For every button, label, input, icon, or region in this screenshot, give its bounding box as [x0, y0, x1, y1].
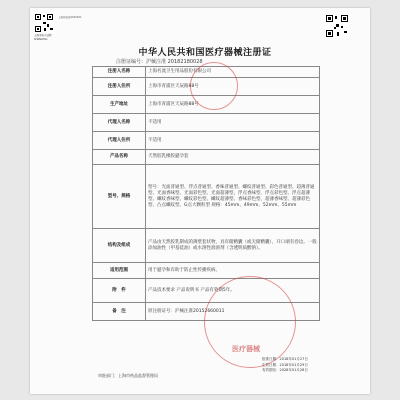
official-seal — [190, 62, 238, 110]
row-label: 适用范围 — [93, 263, 146, 279]
registration-number: 注册证编号：沪械注准 20182180028 — [116, 59, 203, 65]
row-value: 产品技术要求 产品说明书 产品有效期5年。 — [146, 279, 320, 303]
e-license-mark: 上海市电子证照 SHANGHAI — [34, 34, 52, 41]
row-value: 产品由天然胶乳制成的薄壁套状物，具有储精囊（或无储精囊），开口端有卷边。一般添加油性（甲基硅油）或水溶性润滑剂（含透明质酸钠）。 — [146, 229, 320, 263]
row-value: 原注册证号：沪械注准20152660011 — [146, 303, 320, 321]
row-label: 生产地址 — [93, 96, 146, 114]
row-label: 产品名称 — [93, 150, 146, 165]
table-row — [93, 150, 320, 165]
row-value: 用于避孕和有助于防止性传播疾病。 — [146, 263, 320, 279]
row-value: 不适用 — [146, 114, 320, 132]
row-label: 代理人住所 — [93, 132, 146, 150]
table-row — [93, 165, 320, 229]
row-value: 型号：光面普通型、浮点普通型、香味普通型、螺纹普通型、彩色普通型、超薄普通型、光面香味型、光面彩色型、光面超薄型、浮点香味型、浮点彩色型、浮点超薄型、螺纹香味型、螺纹彩色型、螺纹超薄型、香味彩色型、超薄香味型、超薄彩色型、凸点螺纹型、G点大颗粒型 规格：45mm、49mm、52mm、55mm — [146, 165, 320, 229]
approval-dates: 批准日期：2018年01月27日 生效日期：2018年01月29日 有效期至：2028年01月28日 — [262, 357, 308, 372]
qr-code-icon — [325, 14, 349, 38]
row-label: 附 件 — [93, 279, 146, 303]
approval-authority: 审批部门：上海市药品监督管理局 — [98, 373, 158, 378]
row-label: 结构及组成 — [93, 229, 146, 263]
row-value: 天然胶乳橡胶避孕套 — [146, 150, 320, 165]
table-row — [93, 229, 320, 263]
document-code: 上海药监局2020811 — [58, 16, 82, 19]
row-value: 上海市青浦区天辰路88号 — [146, 96, 320, 114]
table-row — [93, 114, 320, 132]
row-value: 上海名流卫生用品股份有限公司 — [146, 67, 320, 78]
seal-text: 医疗器械 — [232, 345, 260, 353]
table-row — [93, 263, 320, 279]
row-label: 代理人名称 — [93, 114, 146, 132]
qr-code-icon — [34, 13, 54, 33]
row-value: 上海市青浦区天辰路88号 — [146, 78, 320, 96]
row-label: 型号、规格 — [93, 165, 146, 229]
row-value: 不适用 — [146, 132, 320, 150]
row-label: 备 注 — [93, 303, 146, 321]
certificate-title: 中华人民共和国医疗器械注册证 — [138, 48, 272, 58]
table-row — [93, 132, 320, 150]
official-seal — [204, 276, 296, 368]
row-label: 注册人住所 — [93, 78, 146, 96]
row-label: 注册人名称 — [93, 67, 146, 78]
